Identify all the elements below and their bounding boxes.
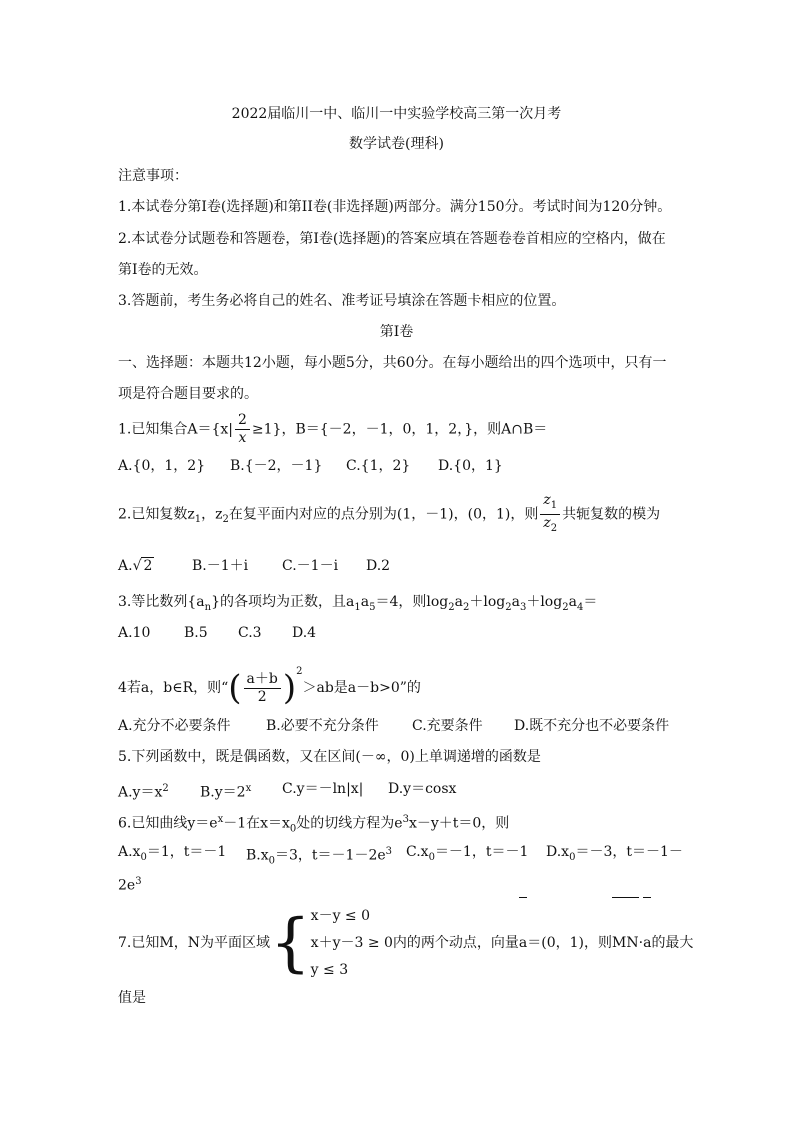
q1-stem-pre: 1.已知集合A＝{x| xyxy=(118,421,233,438)
notes-heading: 注意事项： xyxy=(118,168,188,184)
question-5: 5.下列函数中，既是偶函数，又在区间(－∞，0)上单调递增的函数是 xyxy=(118,749,541,765)
section-intro-line-2: 项是符合题目要求的。 xyxy=(118,386,258,402)
note-2-line-2: 第I卷的无效。 xyxy=(118,262,208,278)
q4-option-d: D.既不充分也不必要条件 xyxy=(514,718,670,734)
question-6: 6.已知曲线$y=e^x-1$在$x=x_0$处的切线方程为$e^3x-y+t=0$，则 xyxy=(118,814,510,835)
q2-option-a: A.√ 2 xyxy=(118,558,153,574)
q3-option-d: D.4 xyxy=(292,625,317,641)
q5-option-d: D.y＝cosx xyxy=(388,781,457,797)
q5-option-c: C.y＝－ln|x| xyxy=(282,781,364,797)
question-2: 2.已知复数$z_1$，$z_2$在复平面内对应的点分别为(1，－1)，(0，1)，则 $\frac{z_1}{z_2}$ 共轭复数的模为 xyxy=(118,492,660,537)
q1-option-d: D.{0，1} xyxy=(438,458,503,474)
vector-a: a xyxy=(519,900,527,986)
q1-option-b: B.{－2，－1} xyxy=(230,458,323,474)
q4-option-a: A.充分不必要条件 xyxy=(118,718,231,734)
section-intro-line-1: 一、选择题：本题共12小题，每小题5分，共60分。在每小题给出的四个选项中，只有一 xyxy=(118,355,667,371)
q1-stem-post: ≥1}，B＝{－2，－1，0，1，2，}，则A∩B＝ xyxy=(251,421,548,438)
q1-option-a: A.{0，1，2} xyxy=(118,458,206,474)
q3-option-b: B.5 xyxy=(184,625,208,641)
q6-option-b: $B.x_0=3$，$t=-1-2e^3$ xyxy=(246,846,393,867)
note-3: 3.答题前，考生务必将自己的姓名、准考证号填涂在答题卡相应的位置。 xyxy=(118,293,566,309)
q6-option-a: $A.x_0=1$，t＝－1 xyxy=(118,844,227,863)
q2-option-b: B.－1＋i xyxy=(192,558,249,574)
q1-fraction: $\frac{2}{x}$ xyxy=(235,412,250,447)
sqrt-symbol: √ 2 xyxy=(132,558,153,574)
q2-fraction: $\frac{z_1}{z_2}$ xyxy=(540,492,560,537)
q3-option-a: A.10 xyxy=(118,625,151,641)
vector-mn: MN xyxy=(612,900,639,986)
note-1: 1.本试卷分第I卷(选择题)和第II卷(非选择题)两部分。满分150分。考试时间为120分钟。 xyxy=(118,199,672,215)
q5-option-a: $A.y=x^2$ xyxy=(118,783,169,801)
question-4: 4若a，b∈R，则“( $\frac{a+b}{2}$ )$^2$＞ab是a－b>0”的 xyxy=(118,666,421,708)
vector-a-dot: a xyxy=(643,900,651,986)
note-2-line-1: 2.本试卷分试题卷和答题卷，第I卷(选择题)的答案应填在答题卷卷首相应的空格内，做在 xyxy=(118,231,666,247)
section-title: 第I卷 xyxy=(379,324,414,340)
q3-option-c: C.3 xyxy=(238,625,262,641)
system-brace: { xyxy=(269,906,311,980)
q4-option-b: B.必要不充分条件 xyxy=(266,718,379,734)
question-1 xyxy=(118,412,547,447)
q2-option-d: D.2 xyxy=(366,558,391,574)
q1-option-c: C.{1，2} xyxy=(346,458,411,474)
exam-subtitle: 数学试卷(理科) xyxy=(349,136,444,152)
q5-option-b: $B.y=2^x$ xyxy=(200,783,252,801)
q6-option-d-continued: $2e^3$ xyxy=(118,876,142,894)
q2-option-c: C.－1－i xyxy=(282,558,339,574)
q6-option-c: $C.x_0=-1$，t＝－1 xyxy=(406,844,529,863)
question-3: 3.等比数列$\{a_n\}$的各项均为正数，且$a_1a_5=4$，则$\log_2a_2+\log_2a_3+\log_2a_4=$ xyxy=(118,594,598,613)
exam-title: 2022届临川一中、临川一中实验学校高三第一次月考 xyxy=(231,106,562,122)
q6-option-d: $D.x_0=-3$，t＝－1－ xyxy=(546,844,683,863)
constraint-system: x－y ≤ 0 x＋y－3 ≥ 0 y ≤ 3 xyxy=(310,907,393,978)
q7-continued: 值是 xyxy=(118,990,146,1006)
question-7: 7.已知M，N为平面区域{ x－y ≤ 0 x＋y－3 ≥ 0 y ≤ 3 内的两个动点，向量a＝(0，1)，则MN·a的最大 xyxy=(118,900,693,986)
q4-option-c: C.充要条件 xyxy=(412,718,483,734)
q4-fraction: $\frac{a+b}{2}$ xyxy=(244,671,281,706)
